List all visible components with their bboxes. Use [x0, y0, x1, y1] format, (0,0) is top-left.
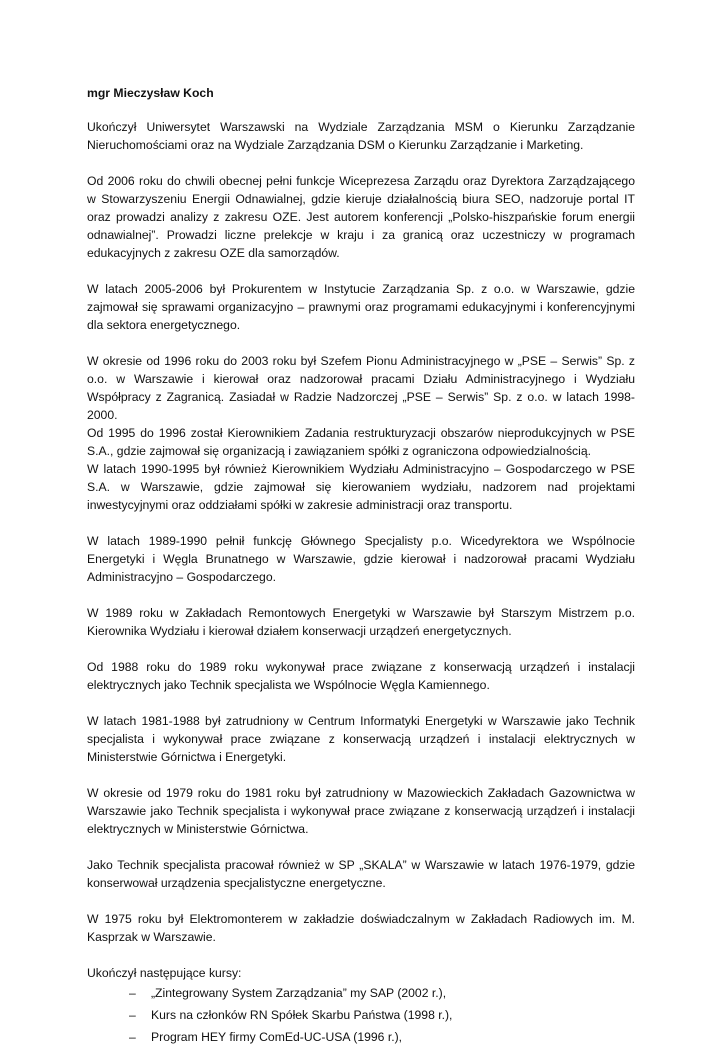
course-label: Kurs na członków RN Spółek Skarbu Państwa (1998 r.), [151, 1008, 453, 1022]
paragraph-seo: Od 2006 roku do chwili obecnej pełni funkcje Wiceprezesa Zarządu oraz Dyrektora Zarządzającego w Stowarzyszeniu Energii Odnawialnej, gdzie kieruje działalnością biura SEO, nadzoruje portal IT oraz prowadzi analizy z zakresu OZE. Jest autorem konferencji „Polsko-hiszpańskie forum energii odnawialnej”. Prowadzi liczne prelekcje w kraju i za granicą oraz uczestniczy w programach edukacyjnych z zakresu OZE dla samorządów. [87, 174, 635, 260]
paragraph-instytut: W latach 2005-2006 był Prokurentem w Instytucie Zarządzania Sp. z o.o. w Warszawie, gdzie zajmował się sprawami organizacyjno – prawnymi oraz programami edukacyjnymi i konferencyjnymi dla sektora energetycznego. [87, 282, 635, 332]
paragraph-wspolnota-wegla: Od 1988 roku do 1989 roku wykonywał prace związane z konserwacją urządzeń i instalacji elektrycznych jako Technik specjalista we Wspólnocie Węgla Kamiennego. [87, 660, 635, 692]
paragraph-pse-serwis: W okresie od 1996 roku do 2003 roku był Szefem Pionu Administracyjnego w „PSE – Serwis” Sp. z o.o. w Warszawie i kierował oraz nadzorował pracami Działu Administracyjnego i Wydziału Współpracy z Zagranicą. Zasiadał w Radzie Nadzorczej „PSE – Serwis” Sp. z o.o. w latach 1998-2000. [87, 354, 635, 422]
paragraph-wspolnota-energetyki: W latach 1989-1990 pełnił funkcję Głównego Specjalisty p.o. Wicedyrektora we Wspólnocie Energetyki i Węgla Brunatnego w Warszawie, gdzie kierował i nadzorował pracami Wydziału Administracyjno – Gospodarczego. [87, 534, 635, 584]
paragraph-pse-administracja: W latach 1990-1995 był również Kierownikiem Wydziału Administracyjno – Gospodarczego w PSE S.A. w Warszawie, gdzie zajmował się kierowaniem wydziału, nadzorem nad projektami inwestycyjnymi oraz oddziałami spółki w zakresie administracji oraz transportu. [87, 462, 635, 512]
dash-bullet-icon: – [129, 986, 136, 1000]
paragraph-skala: Jako Technik specjalista pracował również w SP „SKALA” w Warszawie w latach 1976-1979, gdzie konserwował urządzenia specjalistyczne energetyczne. [87, 858, 635, 890]
paragraph-gazownictwo: W okresie od 1979 roku do 1981 roku był zatrudniony w Mazowieckich Zakładach Gazownictwa w Warszawie jako Technik specjalista i wykonywał prace związane z konserwacją urządzeń i instalacji elektrycznych w Ministerstwie Górnictwa. [87, 786, 635, 836]
paragraph-kasprzak: W 1975 roku był Elektromonterem w zakładzie doświadczalnym w Zakładach Radiowych im. M. Kasprzak w Warszawie. [87, 912, 635, 944]
list-item [87, 1004, 635, 1026]
list-item [87, 1026, 635, 1048]
course-label: Program HEY firmy ComEd-UC-USA (1996 r.), [151, 1030, 403, 1044]
courses-list [87, 982, 635, 1048]
dash-bullet-icon: – [129, 1008, 136, 1022]
courses-title: Ukończył następujące kursy: [87, 966, 242, 980]
list-item [87, 982, 635, 1004]
person-name: mgr Mieczysław Koch [87, 86, 214, 100]
paragraph-education: Ukończył Uniwersytet Warszawski na Wydziale Zarządzania MSM o Kierunku Zarządzanie Nieruchomościami oraz na Wydziale Zarządzania DSM o Kierunku Zarządzanie i Marketing. [87, 120, 635, 152]
course-label: „Zintegrowany System Zarządzania” my SAP (2002 r.), [151, 986, 447, 1000]
paragraph-pse-restrukturyzacja: Od 1995 do 1996 został Kierownikiem Zadania restrukturyzacji obszarów nieprodukcyjnych w PSE S.A., gdzie zajmował się organizacją i zawiązaniem spółki z ograniczona odpowiedzialnością. [87, 426, 635, 458]
paragraph-centrum-informatyki: W latach 1981-1988 był zatrudniony w Centrum Informatyki Energetyki w Warszawie jako Technik specjalista i wykonywał prace związane z konserwacją urządzeń i instalacji elektrycznych w Ministerstwie Górnictwa i Energetyki. [87, 714, 635, 764]
dash-bullet-icon: – [129, 1030, 136, 1044]
document-content [87, 84, 635, 1048]
paragraph-zaklady-remontowe: W 1989 roku w Zakładach Remontowych Energetyki w Warszawie był Starszym Mistrzem p.o. Kierownika Wydziału i kierował działem konserwacji urządzeń energetycznych. [87, 606, 635, 638]
